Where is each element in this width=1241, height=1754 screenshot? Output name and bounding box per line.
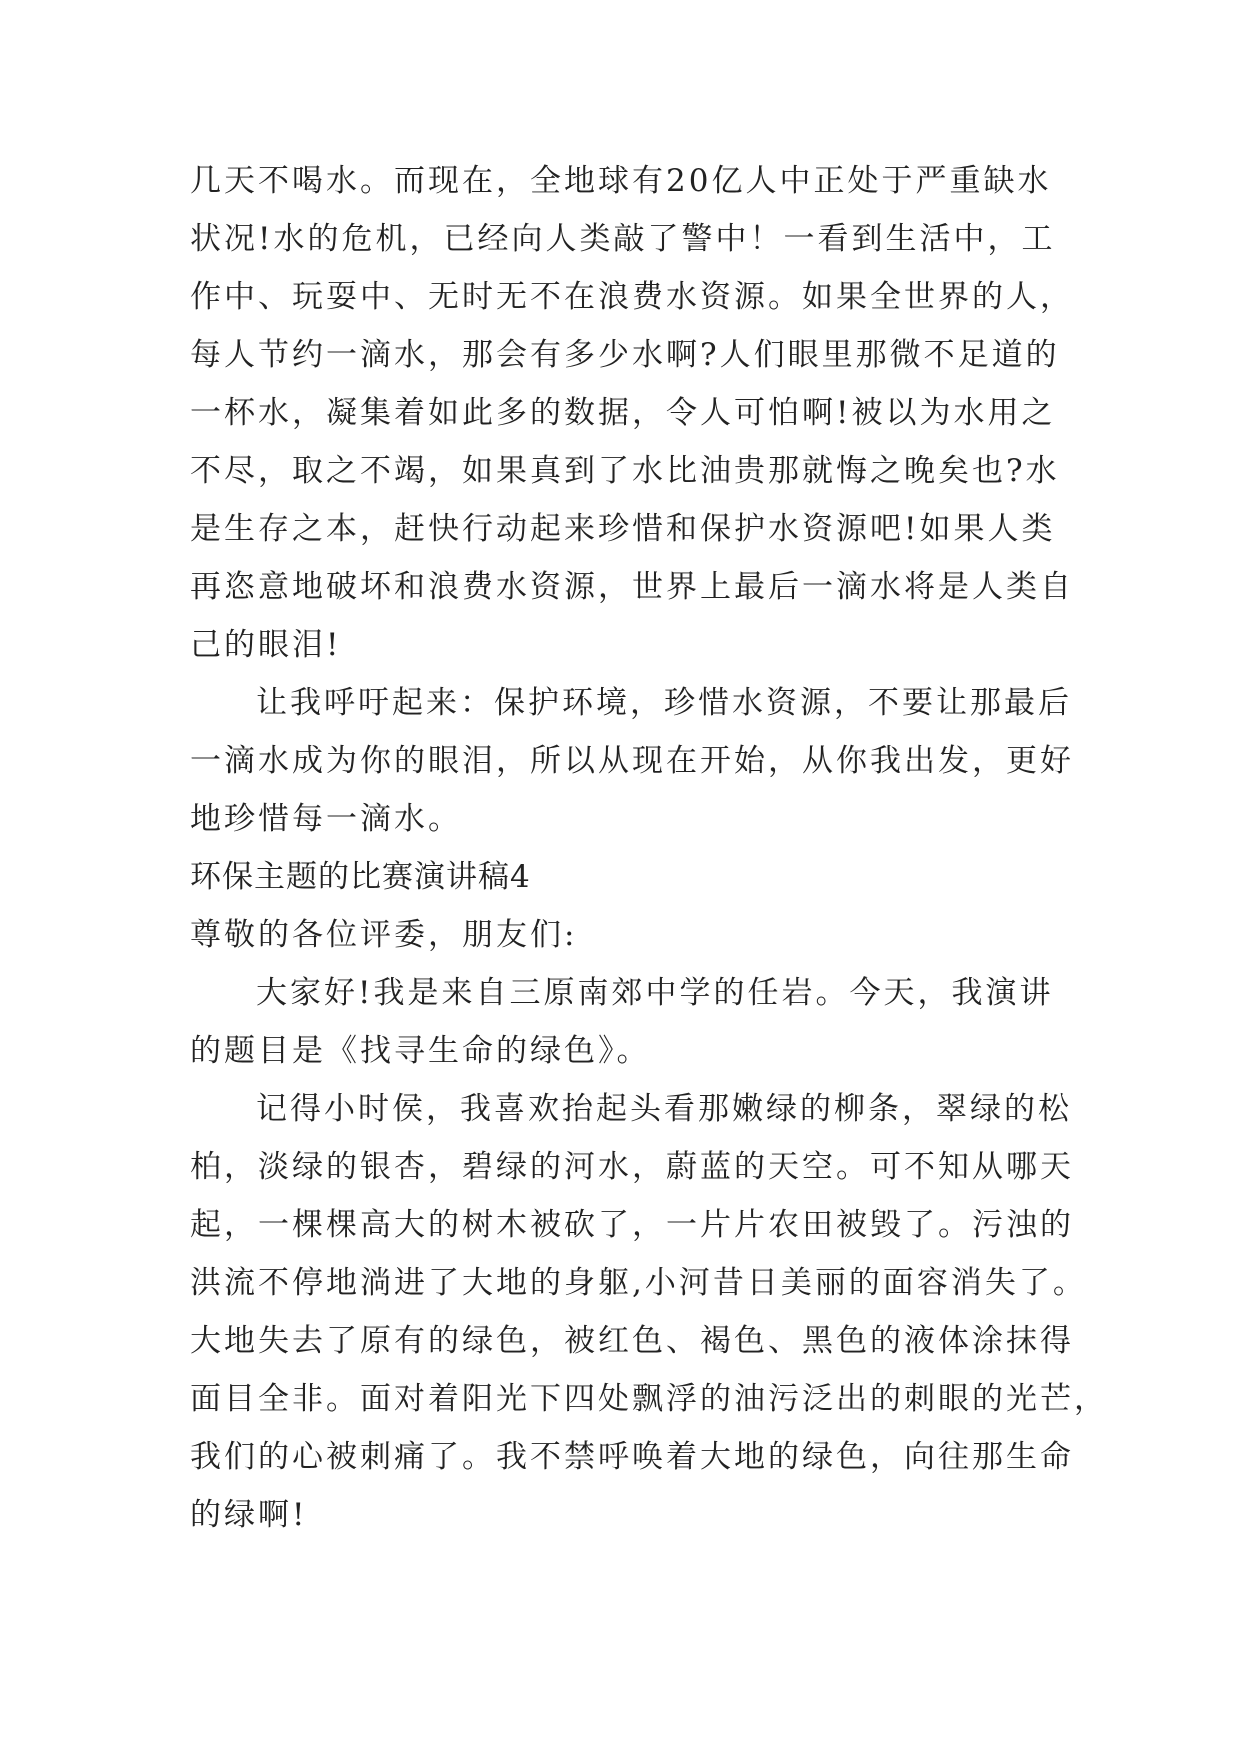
text-line: 几天不喝水。而现在，全地球有20亿人中正处于严重缺水 (190, 163, 1052, 199)
text-line: 再恣意地破坏和浪费水资源，世界上最后一滴水将是人类自 (190, 569, 1074, 605)
text-line: 我们的心被刺痛了。我不禁呼唤着大地的绿色，向往那生命 (190, 1439, 1074, 1475)
text-line: 大家好!我是来自三原南郊中学的任岩。今天，我演讲 (256, 975, 1054, 1011)
text-line: 不尽，取之不竭，如果真到了水比油贵那就悔之晚矣也?水 (190, 453, 1060, 489)
text-line: 大地失去了原有的绿色，被红色、褐色、黑色的液体涂抹得 (190, 1323, 1074, 1359)
text-line: 地珍惜每一滴水。 (190, 801, 462, 837)
text-line: 状况!水的危机，已经向人类敲了警中！一看到生活中，工 (190, 221, 1056, 257)
text-line: 己的眼泪! (190, 627, 342, 663)
text-line: 的绿啊! (190, 1497, 308, 1533)
paragraph-water-crisis (190, 152, 1074, 674)
paragraph-memories (190, 1080, 1108, 1544)
text-line: 柏，淡绿的银杏，碧绿的河水，蔚蓝的天空。可不知从哪天 (190, 1149, 1074, 1185)
text-line: 面目全非。面对着阳光下四处飘浮的油污泛出的刺眼的光芒， (190, 1381, 1108, 1417)
paragraph-introduction (190, 964, 1070, 1080)
text-line: 起，一棵棵高大的树木被砍了，一片片农田被毁了。污浊的 (190, 1207, 1074, 1243)
paragraph-call-to-action (190, 674, 1074, 848)
section-heading: 环保主题的比赛演讲稿4 (190, 859, 531, 895)
text-line: 是生存之本，赶快行动起来珍惜和保护水资源吧!如果人类 (190, 511, 1056, 547)
text-line: 让我呼吁起来：保护环境，珍惜水资源，不要让那最后 (256, 685, 1072, 721)
text-line: 每人节约一滴水，那会有多少水啊?人们眼里那微不足道的 (190, 337, 1060, 373)
document-page (190, 152, 1108, 1544)
text-line: 作中、玩耍中、无时无不在浪费水资源。如果全世界的人， (190, 279, 1074, 315)
text-line: 的题目是《找寻生命的绿色》。 (190, 1033, 651, 1069)
greeting-line: 尊敬的各位评委，朋友们: (190, 917, 578, 953)
text-line: 一杯水，凝集着如此多的数据，令人可怕啊!被以为水用之 (190, 395, 1056, 431)
text-line: 记得小时侯，我喜欢抬起头看那嫩绿的柳条，翠绿的松 (256, 1091, 1072, 1127)
text-line: 洪流不停地淌进了大地的身躯,小河昔日美丽的面容消失了。 (190, 1265, 1087, 1301)
text-line: 一滴水成为你的眼泪，所以从现在开始，从你我出发，更好 (190, 743, 1074, 779)
